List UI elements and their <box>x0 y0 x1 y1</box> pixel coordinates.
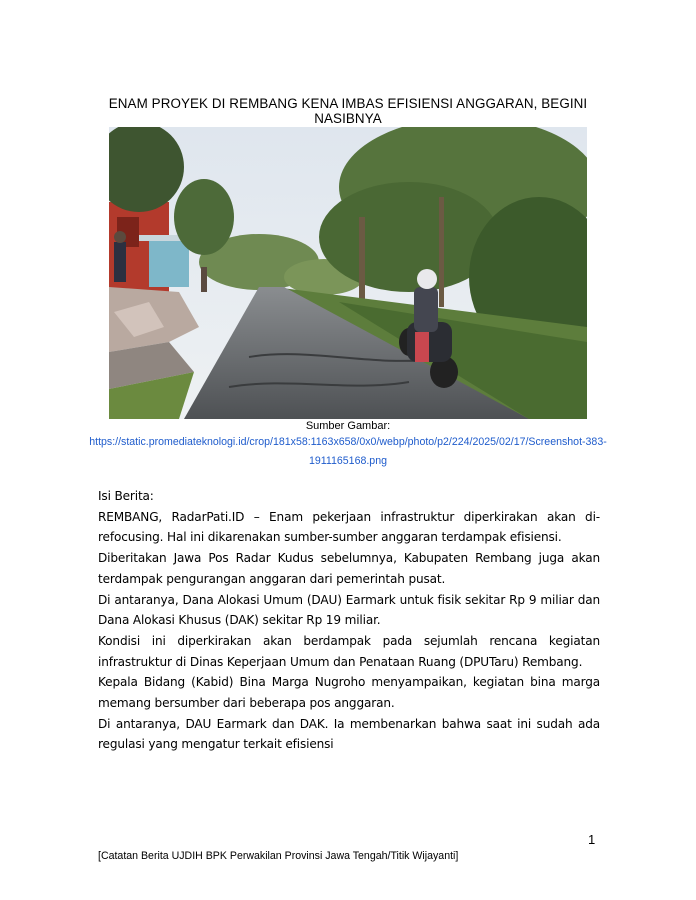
section-label: Isi Berita: <box>98 489 154 503</box>
paragraph: REMBANG, RadarPati.ID – Enam pekerjaan infrastruktur diperkirakan akan di-refocusing. Hal ini dikarenakan sumber-sumber anggaran terdampak efisiensi. <box>98 509 600 545</box>
image-source-link[interactable]: https://static.promediateknologi.id/crop/181x58:1163x658/0x0/webp/photo/p2/224/2025/02/17/Screenshot-383-1911165168.png <box>89 436 607 467</box>
paragraph: Di antaranya, Dana Alokasi Umum (DAU) Earmark untuk fisik sekitar Rp 9 miliar dan Dana Alokasi Khusus (DAK) sekitar Rp 19 miliar. <box>98 592 600 628</box>
news-photo <box>109 127 587 419</box>
image-caption-label: Sumber Gambar: <box>305 420 391 432</box>
article-title: ENAM PROYEK DI REMBANG KENA IMBAS EFISIENSI ANGGARAN, BEGINI NASIBNYA <box>108 96 588 126</box>
paragraph: Diberitakan Jawa Pos Radar Kudus sebelumnya, Kabupaten Rembang juga akan terdampak pengurangan anggaran dari pemerintah pusat. <box>98 551 600 586</box>
paragraph: Kepala Bidang (Kabid) Bina Marga Nugroho menyampaikan, kegiatan bina marga memang bersumber dari beberapa pos anggaran. <box>98 675 600 711</box>
paragraph: Di antaranya, DAU Earmark dan DAK. Ia membenarkan bahwa saat ini sudah ada regulasi yang mengatur terkait efisiensi <box>98 716 600 752</box>
page-footer: [Catatan Berita UJDIH BPK Perwakilan Provinsi Jawa Tengah/Titik Wijayanti] <box>98 850 459 862</box>
article-body <box>98 486 600 755</box>
page-number: 1 <box>588 832 596 847</box>
paragraph: Kondisi ini diperkirakan akan berdampak pada sejumlah rencana kegiatan infrastruktur di Dinas Keperjaan Umum dan Penataan Ruang (DPUTaru) Rembang. <box>98 633 600 669</box>
